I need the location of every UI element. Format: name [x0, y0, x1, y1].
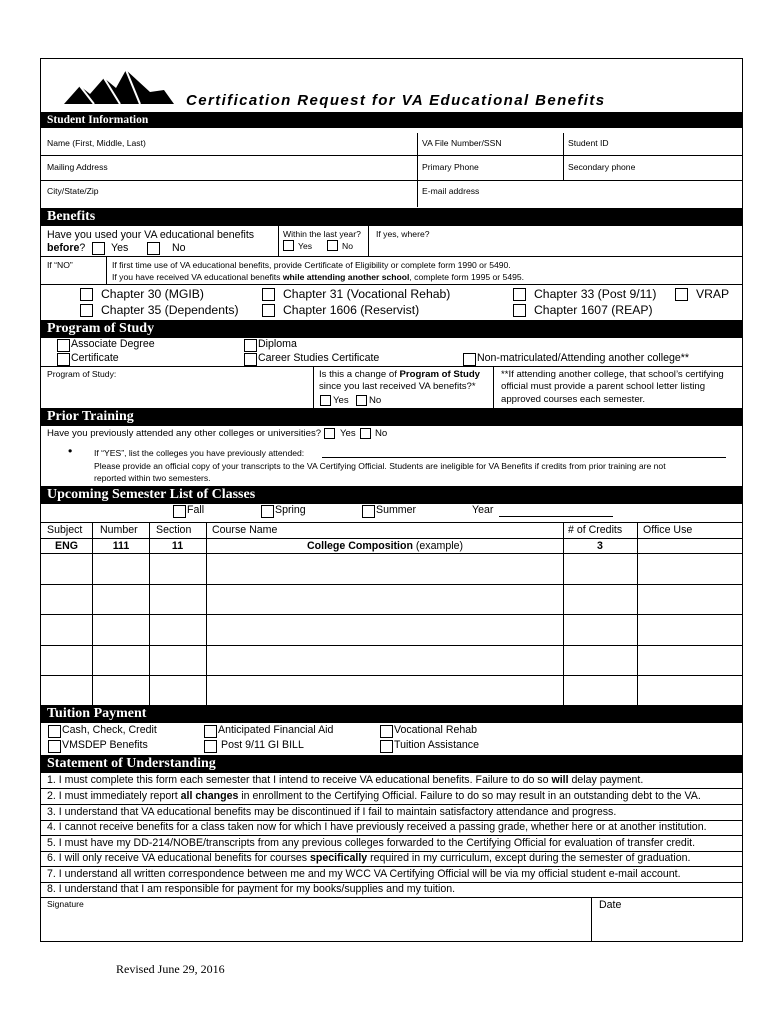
change-no-checkbox[interactable]: [356, 395, 367, 406]
fall-label: Fall: [187, 504, 205, 516]
career-studies-checkbox[interactable]: [244, 353, 257, 366]
secondary-phone-label: Secondary phone: [568, 162, 636, 172]
change-no-label: No: [369, 395, 382, 406]
cash-check-credit-label: Cash, Check, Credit: [62, 724, 157, 736]
before-no-checkbox[interactable]: [147, 242, 160, 255]
mountain-logo-icon: [60, 64, 176, 106]
fall-checkbox[interactable]: [173, 505, 186, 518]
header-course-name: Course Name: [212, 524, 278, 536]
example-number: 111: [112, 540, 130, 552]
statement-5: 5. I must have my DD-214/NOBE/transcripts from any previous colleges forwarded to the Certifying Official for evaluation of transfer credit.: [47, 837, 696, 849]
first-use-text: If first time use of VA educational benefits, provide Certificate of Eligibility or complete form 1990 or 5490.: [112, 260, 511, 270]
where-label: If yes, where?: [376, 229, 430, 239]
chapter-33-label: Chapter 33 (Post 9/11): [534, 287, 657, 301]
header-credits: # of Credits: [568, 524, 623, 536]
within-yes-checkbox[interactable]: [283, 240, 294, 251]
section-statement: Statement of Understanding: [41, 755, 742, 773]
prior-no-label: No: [375, 428, 388, 439]
transcripts-note: Please provide an official copy of your transcripts to the VA Certifying Official. Students are ineligible for VA Benefits if credits from prior training are not: [94, 461, 666, 471]
summer-label: Summer: [376, 504, 417, 516]
financial-aid-checkbox[interactable]: [204, 725, 217, 738]
bullet-icon: •: [68, 444, 73, 458]
example-section: 11: [171, 540, 184, 552]
year-line[interactable]: [499, 516, 613, 517]
section-upcoming-classes: Upcoming Semester List of Classes: [41, 486, 742, 504]
statement-3: 3. I understand that VA educational benefits may be discontinued if I fail to maintain satisfactory attendance and progress.: [47, 806, 617, 818]
certificate-label: Certificate: [71, 352, 119, 364]
career-studies-label: Career Studies Certificate: [258, 352, 380, 364]
non-matriculated-label: Non-matriculated/Attending another college**: [477, 352, 690, 364]
benefits-question-line2: before?: [47, 242, 86, 254]
diploma-label: Diploma: [258, 338, 297, 350]
vrap-checkbox[interactable]: [675, 288, 688, 301]
associate-degree-label: Associate Degree: [71, 338, 155, 350]
diploma-checkbox[interactable]: [244, 339, 257, 352]
statement-8: 8. I understand that I am responsible for payment for my books/supplies and my tuition.: [47, 883, 456, 895]
within-no-checkbox[interactable]: [327, 240, 338, 251]
change-yes-checkbox[interactable]: [320, 395, 331, 406]
mailing-address-label: Mailing Address: [47, 162, 108, 172]
attending-note-line3: approved courses each semester.: [501, 394, 645, 405]
gi-bill-checkbox[interactable]: [204, 740, 217, 753]
statement-1: 1. I must complete this form each semester that I intend to receive VA educational benefits. Failure to do so will delay payment.: [47, 774, 644, 786]
cash-check-credit-checkbox[interactable]: [48, 725, 61, 738]
change-yes-label: Yes: [333, 395, 349, 406]
chapter-33-checkbox[interactable]: [513, 288, 526, 301]
before-yes-checkbox[interactable]: [92, 242, 105, 255]
tuition-assistance-checkbox[interactable]: [380, 740, 393, 753]
section-student-information: Student Information: [41, 112, 742, 128]
signature-label: Signature: [47, 899, 84, 909]
revised-date: Revised June 29, 2016: [116, 962, 225, 976]
statement-7: 7. I understand all written correspondence between me and my WCC VA Certifying Official will be via my official student e-mail account.: [47, 868, 681, 880]
prior-yes-label: Yes: [340, 428, 356, 439]
vmsdep-label: VMSDEP Benefits: [62, 739, 148, 751]
chapter-35-label: Chapter 35 (Dependents): [101, 303, 239, 317]
chapter-1607-label: Chapter 1607 (REAP): [534, 303, 653, 317]
tuition-assistance-label: Tuition Assistance: [394, 739, 479, 751]
associate-degree-checkbox[interactable]: [57, 339, 70, 352]
transcripts-note-line2: reported within two semesters.: [94, 473, 211, 483]
within-year-label: Within the last year?: [283, 229, 361, 239]
section-program-of-study: Program of Study: [41, 320, 742, 338]
primary-phone-label: Primary Phone: [422, 162, 479, 172]
header-section: Section: [156, 524, 192, 536]
example-course: College Composition (example): [307, 540, 463, 552]
prior-college-question: Have you previously attended any other colleges or universities?: [47, 428, 322, 439]
chapter-30-label: Chapter 30 (MGIB): [101, 287, 204, 301]
vrap-label: VRAP: [696, 287, 730, 301]
chapter-1606-checkbox[interactable]: [262, 304, 275, 317]
prior-no-checkbox[interactable]: [360, 428, 371, 439]
chapter-30-checkbox[interactable]: [80, 288, 93, 301]
chapter-1606-label: Chapter 1606 (Reservist): [283, 303, 420, 317]
spring-checkbox[interactable]: [261, 505, 274, 518]
chapter-31-label: Chapter 31 (Vocational Rehab): [283, 287, 451, 301]
non-matriculated-checkbox[interactable]: [463, 353, 476, 366]
email-label: E-mail address: [422, 186, 480, 196]
vocational-rehab-label: Vocational Rehab: [394, 724, 478, 736]
date-label: Date: [599, 899, 622, 911]
prior-colleges-line[interactable]: [322, 457, 726, 458]
section-tuition-payment: Tuition Payment: [41, 705, 742, 723]
prior-colleges-list-label: If “YES”, list the colleges you have previously attended:: [94, 448, 305, 458]
vmsdep-checkbox[interactable]: [48, 740, 61, 753]
attending-note-line1: **If attending another college, that school’s certifying: [501, 369, 724, 380]
program-of-study-label: Program of Study:: [47, 369, 117, 379]
certificate-checkbox[interactable]: [57, 353, 70, 366]
benefits-question: Have you used your VA educational benefits: [47, 229, 255, 241]
change-program-question-line2: since you last received VA benefits?*: [319, 381, 476, 392]
city-state-zip-label: City/State/Zip: [47, 186, 99, 196]
example-subject: ENG: [55, 540, 78, 552]
va-file-label: VA File Number/SSN: [422, 138, 502, 148]
student-id-label: Student ID: [568, 138, 609, 148]
within-no-label: No: [342, 241, 353, 251]
section-benefits: Benefits: [41, 208, 742, 226]
received-benefits-text: If you have received VA educational benefits while attending another school, complete form 1995 or 5495.: [112, 272, 525, 282]
if-no-label: If “NO”: [47, 260, 73, 270]
statement-6: 6. I will only receive VA educational benefits for courses specifically required in my curriculum, except during the semester of graduation.: [47, 852, 691, 864]
header-number: Number: [100, 524, 138, 536]
summer-checkbox[interactable]: [362, 505, 375, 518]
form-title: Certification Request for VA Educational Benefits: [186, 92, 606, 109]
gi-bill-label: Post 9/11 GI BILL: [221, 739, 304, 751]
section-prior-training: Prior Training: [41, 408, 742, 426]
spring-label: Spring: [275, 504, 306, 516]
chapter-31-checkbox[interactable]: [262, 288, 275, 301]
statement-4: 4. I cannot receive benefits for a class taken now for which I have previously received a passing grade, whether here or at another institution.: [47, 821, 707, 833]
example-credits: 3: [597, 540, 603, 552]
vocational-rehab-checkbox[interactable]: [380, 725, 393, 738]
change-program-question: Is this a change of Program of Study: [319, 369, 481, 380]
chapter-35-checkbox[interactable]: [80, 304, 93, 317]
header-subject: Subject: [47, 524, 83, 536]
before-no-label: No: [172, 242, 186, 254]
name-field-label: Name (First, Middle, Last): [47, 138, 146, 148]
attending-note-line2: official must provide a parent school letter listing: [501, 381, 706, 392]
year-label: Year: [472, 504, 494, 516]
header-office-use: Office Use: [643, 524, 693, 536]
financial-aid-label: Anticipated Financial Aid: [218, 724, 334, 736]
before-yes-label: Yes: [111, 242, 129, 254]
within-yes-label: Yes: [298, 241, 313, 251]
prior-yes-checkbox[interactable]: [324, 428, 335, 439]
statement-2: 2. I must immediately report all changes in enrollment to the Certifying Official. Failure to do so may result in an outstanding debt to the VA.: [47, 790, 701, 802]
chapter-1607-checkbox[interactable]: [513, 304, 526, 317]
